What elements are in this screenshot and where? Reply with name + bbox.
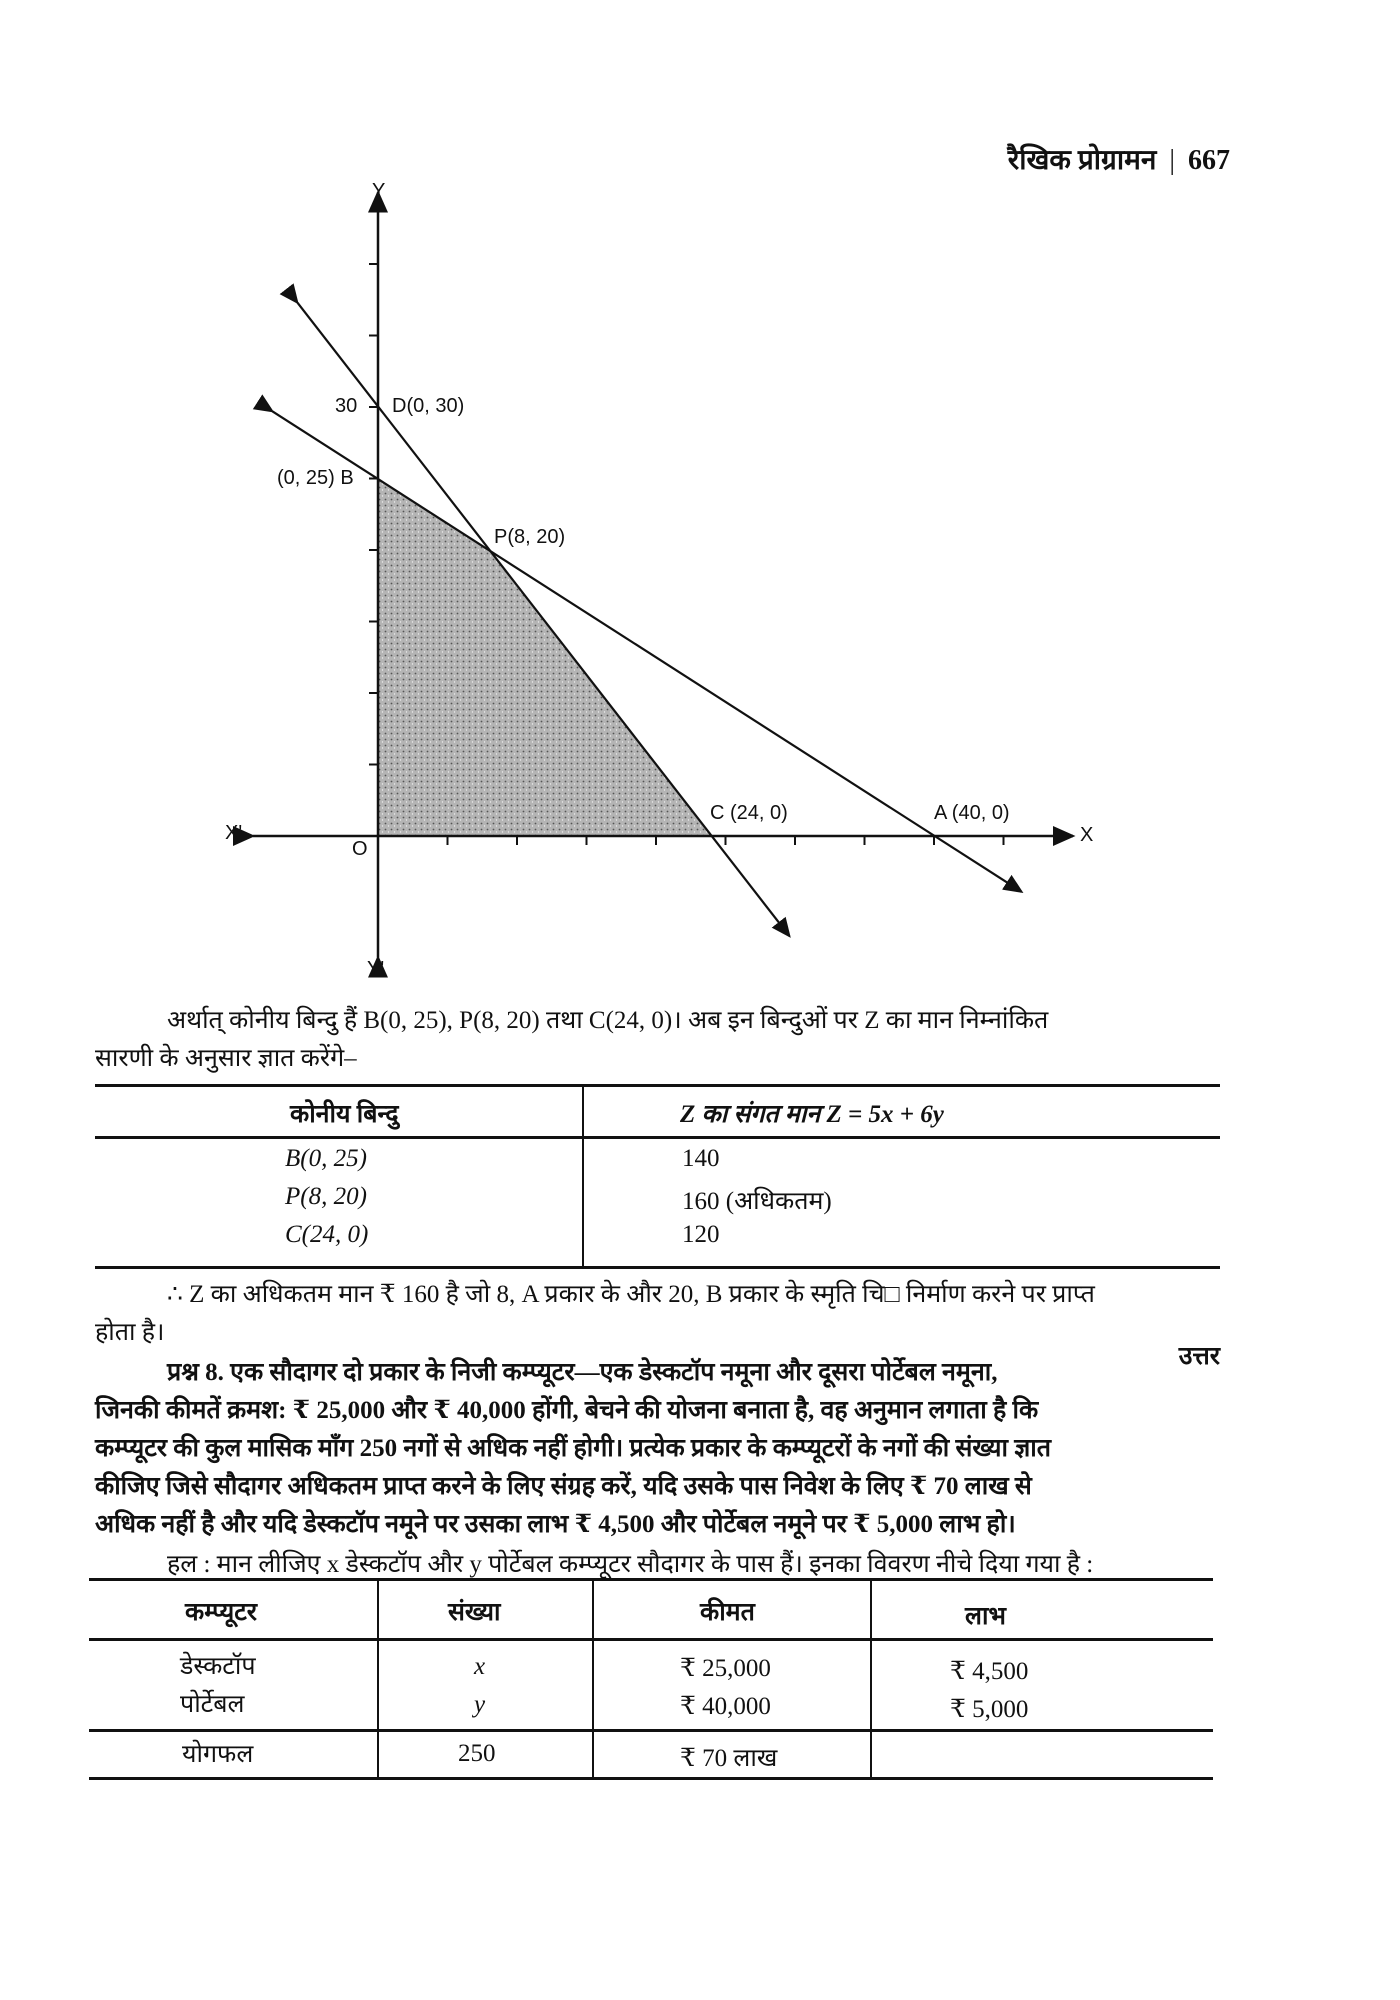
table-cell: B(0, 25) xyxy=(285,1145,367,1172)
x-neg-axis-label: X' xyxy=(225,822,243,844)
question-line: प्रश्न 8. एक सौदागर दो प्रकार के निजी कम्प्यूटर—एक डेस्कटॉप नमूना और दूसरा पोर्टेबल नमूना, xyxy=(167,1359,998,1386)
question-line: कीजिए जिसे सौदागर अधिकतम प्राप्त करने के लिए संग्रह करें, यदि उसके पास निवेश के लिए ₹ 70 लाख से xyxy=(95,1473,1032,1500)
table-cell: x xyxy=(474,1653,486,1680)
page-number: 667 xyxy=(1188,145,1230,176)
answer-label: उत्तर xyxy=(1178,1343,1220,1370)
table-cell: 120 xyxy=(682,1221,720,1248)
point-label-p: P(8, 20) xyxy=(494,526,566,548)
table-header: कीमत xyxy=(700,1599,755,1626)
paragraph-line: सारणी के अनुसार ज्ञात करेंगे– xyxy=(95,1045,357,1072)
table-header: संख्या xyxy=(448,1599,501,1626)
header-separator: | xyxy=(1169,145,1175,176)
table-header: कोनीय बिन्दु xyxy=(290,1101,399,1128)
table-cell: ₹ 25,000 xyxy=(680,1655,771,1682)
solution-intro: हल : मान लीजिए x डेस्कटॉप और y पोर्टेबल कम्प्यूटर सौदागर के पास हैं। इनका विवरण नीचे दिया गया है : xyxy=(167,1551,1094,1578)
table-cell: C(24, 0) xyxy=(285,1221,369,1248)
paragraph-line: ∴ Z का अधिकतम मान ₹ 160 है जो 8, A प्रकार के और 20, B प्रकार के स्मृति चि□ निर्माण करने पर प्राप्त xyxy=(167,1281,1095,1308)
table-cell: ₹ 5,000 xyxy=(950,1696,1029,1723)
table-cell: डेस्कटॉप xyxy=(180,1653,256,1680)
point-label-a: A (40, 0) xyxy=(934,802,1010,824)
origin-label: O xyxy=(352,838,368,860)
table-cell: ₹ 4,500 xyxy=(950,1658,1029,1685)
y-neg-axis-label: Y' xyxy=(367,958,385,980)
constraint-line-1 xyxy=(297,303,789,936)
table-cell: 160 (अधिकतम) xyxy=(682,1188,832,1215)
table-header: कम्प्यूटर xyxy=(185,1599,258,1626)
question-line: अधिक नहीं है और यदि डेस्कटॉप नमूने पर उसका लाभ ₹ 4,500 और पोर्टेबल नमूने पर ₹ 5,000 लाभ हो। xyxy=(95,1511,1016,1538)
table-cell: y xyxy=(474,1691,486,1718)
y-tick-label-30: 30 xyxy=(335,395,358,417)
table-total-cell: 250 xyxy=(458,1740,496,1767)
table-total-cell: ₹ 70 लाख xyxy=(680,1745,778,1772)
question-line: कम्प्यूटर की कुल मासिक माँग 250 नगों से अधिक नहीं होगी। प्रत्येक प्रकार के कम्प्यूटरों के नगों की संख्या ज्ञात xyxy=(95,1435,1052,1462)
table-cell: P(8, 20) xyxy=(285,1183,367,1210)
chapter-title: रैखिक प्रोग्रामन xyxy=(1007,145,1157,176)
y-axis-label: Y xyxy=(372,180,386,202)
table-cell: पोर्टेबल xyxy=(180,1691,245,1718)
paragraph-line: अर्थात् कोनीय बिन्दु हैं B(0, 25), P(8, 20) तथा C(24, 0)। अब इन बिन्दुओं पर Z का मान निम्नांकित xyxy=(167,1007,1049,1034)
table-cell: 140 xyxy=(682,1145,720,1172)
point-label-b: (0, 25) B xyxy=(277,467,354,489)
question-line: जिनकी कीमतें क्रमश: ₹ 25,000 और ₹ 40,000 होंगी, बेचने की योजना बनाता है, वह अनुमान लगाता है कि xyxy=(95,1397,1039,1424)
point-label-c: C (24, 0) xyxy=(710,802,788,824)
x-axis-label: X xyxy=(1080,824,1094,846)
table-header: लाभ xyxy=(965,1603,1007,1630)
table-total-label: योगफल xyxy=(182,1741,254,1768)
table-header: Z का संगत मान Z = 5x + 6y xyxy=(680,1101,944,1128)
point-label-d: D(0, 30) xyxy=(392,395,465,417)
paragraph-line: होता है। xyxy=(95,1319,165,1346)
corner-points-paragraph xyxy=(95,1002,1220,1078)
table-cell: ₹ 40,000 xyxy=(680,1693,771,1720)
question-8 xyxy=(95,1354,1220,1544)
